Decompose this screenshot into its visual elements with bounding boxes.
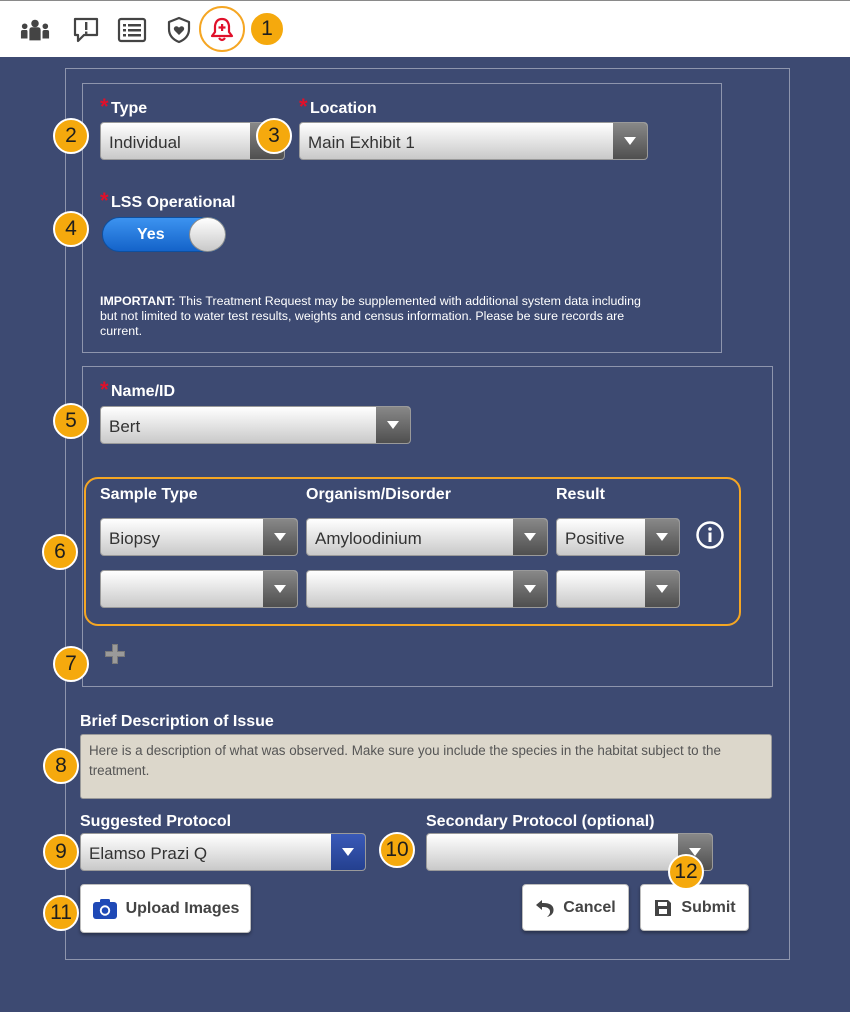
chevron-down-icon — [513, 571, 547, 607]
chevron-down-icon — [645, 519, 679, 555]
type-dropdown-value: Individual — [109, 133, 181, 152]
suggested-protocol-dropdown[interactable] — [80, 833, 366, 871]
lss-label: * LSS Operational — [100, 188, 236, 213]
shield-heart-icon[interactable] — [164, 15, 194, 45]
organism-header: Organism/Disorder — [306, 486, 451, 503]
callout-badge: 10 — [379, 832, 415, 868]
callout-badge: 11 — [43, 895, 79, 931]
submit-button[interactable] — [640, 884, 749, 931]
submit-label: Submit — [681, 898, 736, 916]
chevron-down-icon — [376, 407, 410, 443]
toggle-knob[interactable] — [189, 217, 226, 252]
list-icon[interactable] — [117, 15, 147, 45]
bell-alert-icon[interactable] — [207, 15, 237, 45]
people-icon[interactable] — [20, 15, 50, 45]
lss-toggle-label: Yes — [137, 226, 165, 243]
location-dropdown[interactable] — [299, 122, 648, 160]
upload-images-label: Upload Images — [125, 899, 240, 917]
cancel-button[interactable] — [522, 884, 629, 931]
info-icon[interactable] — [695, 520, 725, 550]
callout-badge: 9 — [43, 834, 79, 870]
result-dropdown[interactable] — [556, 570, 680, 608]
callout-badge: 2 — [53, 118, 89, 154]
callout-badge: 8 — [43, 748, 79, 784]
chevron-down-icon — [645, 571, 679, 607]
suggested-protocol-label: Suggested Protocol — [80, 813, 232, 830]
camera-icon — [92, 898, 118, 920]
sample-type-header: Sample Type — [100, 486, 198, 503]
organism-dropdown[interactable] — [306, 570, 548, 608]
upload-images-button[interactable] — [80, 884, 251, 933]
required-mark: * — [100, 94, 109, 119]
location-label: * Location — [299, 94, 377, 119]
chevron-down-icon — [263, 519, 297, 555]
alert-speech-icon[interactable] — [71, 15, 101, 45]
callout-badge: 7 — [53, 646, 89, 682]
save-icon — [653, 898, 673, 918]
important-note: IMPORTANT: This Treatment Request may be supplemented with additional system data including but not limited to water test results, weights and census information. Please be sure records are current. — [100, 294, 641, 338]
lss-toggle[interactable] — [102, 217, 226, 252]
suggested-protocol-value: Elamso Prazi Q — [89, 844, 208, 863]
callout-badge: 3 — [256, 118, 292, 154]
secondary-protocol-label: Secondary Protocol (optional) — [426, 813, 655, 830]
cancel-label: Cancel — [563, 898, 616, 916]
type-label: * Type — [100, 94, 148, 119]
name-dropdown[interactable] — [100, 406, 411, 444]
required-mark: * — [100, 377, 109, 402]
sample-type-dropdown[interactable] — [100, 570, 298, 608]
description-textarea[interactable]: Here is a description of what was observed. Make sure you include the species in the habitat subject to the treatment. — [80, 734, 772, 799]
add-sample-icon[interactable] — [104, 643, 126, 665]
sample-type-dropdown[interactable]: Biopsy — [100, 518, 298, 556]
callout-badge: 5 — [53, 403, 89, 439]
chevron-down-icon — [513, 519, 547, 555]
callout-badge: 12 — [668, 854, 704, 890]
chevron-down-icon — [613, 123, 647, 159]
top-toolbar — [0, 0, 850, 57]
undo-icon — [535, 898, 555, 918]
name-label: * Name/ID — [100, 377, 176, 402]
organism-dropdown[interactable]: Amyloodinium — [306, 518, 548, 556]
required-mark: * — [100, 188, 109, 213]
description-label: Brief Description of Issue — [80, 713, 274, 730]
result-header: Result — [556, 486, 605, 503]
callout-badge: 1 — [249, 11, 285, 47]
callout-badge: 6 — [42, 534, 78, 570]
chevron-down-icon — [263, 571, 297, 607]
required-mark: * — [299, 94, 308, 119]
chevron-down-icon — [331, 834, 365, 870]
callout-badge: 4 — [53, 211, 89, 247]
location-dropdown-value: Main Exhibit 1 — [308, 133, 415, 152]
name-dropdown-value: Bert — [109, 417, 141, 436]
result-dropdown[interactable]: Positive — [556, 518, 680, 556]
